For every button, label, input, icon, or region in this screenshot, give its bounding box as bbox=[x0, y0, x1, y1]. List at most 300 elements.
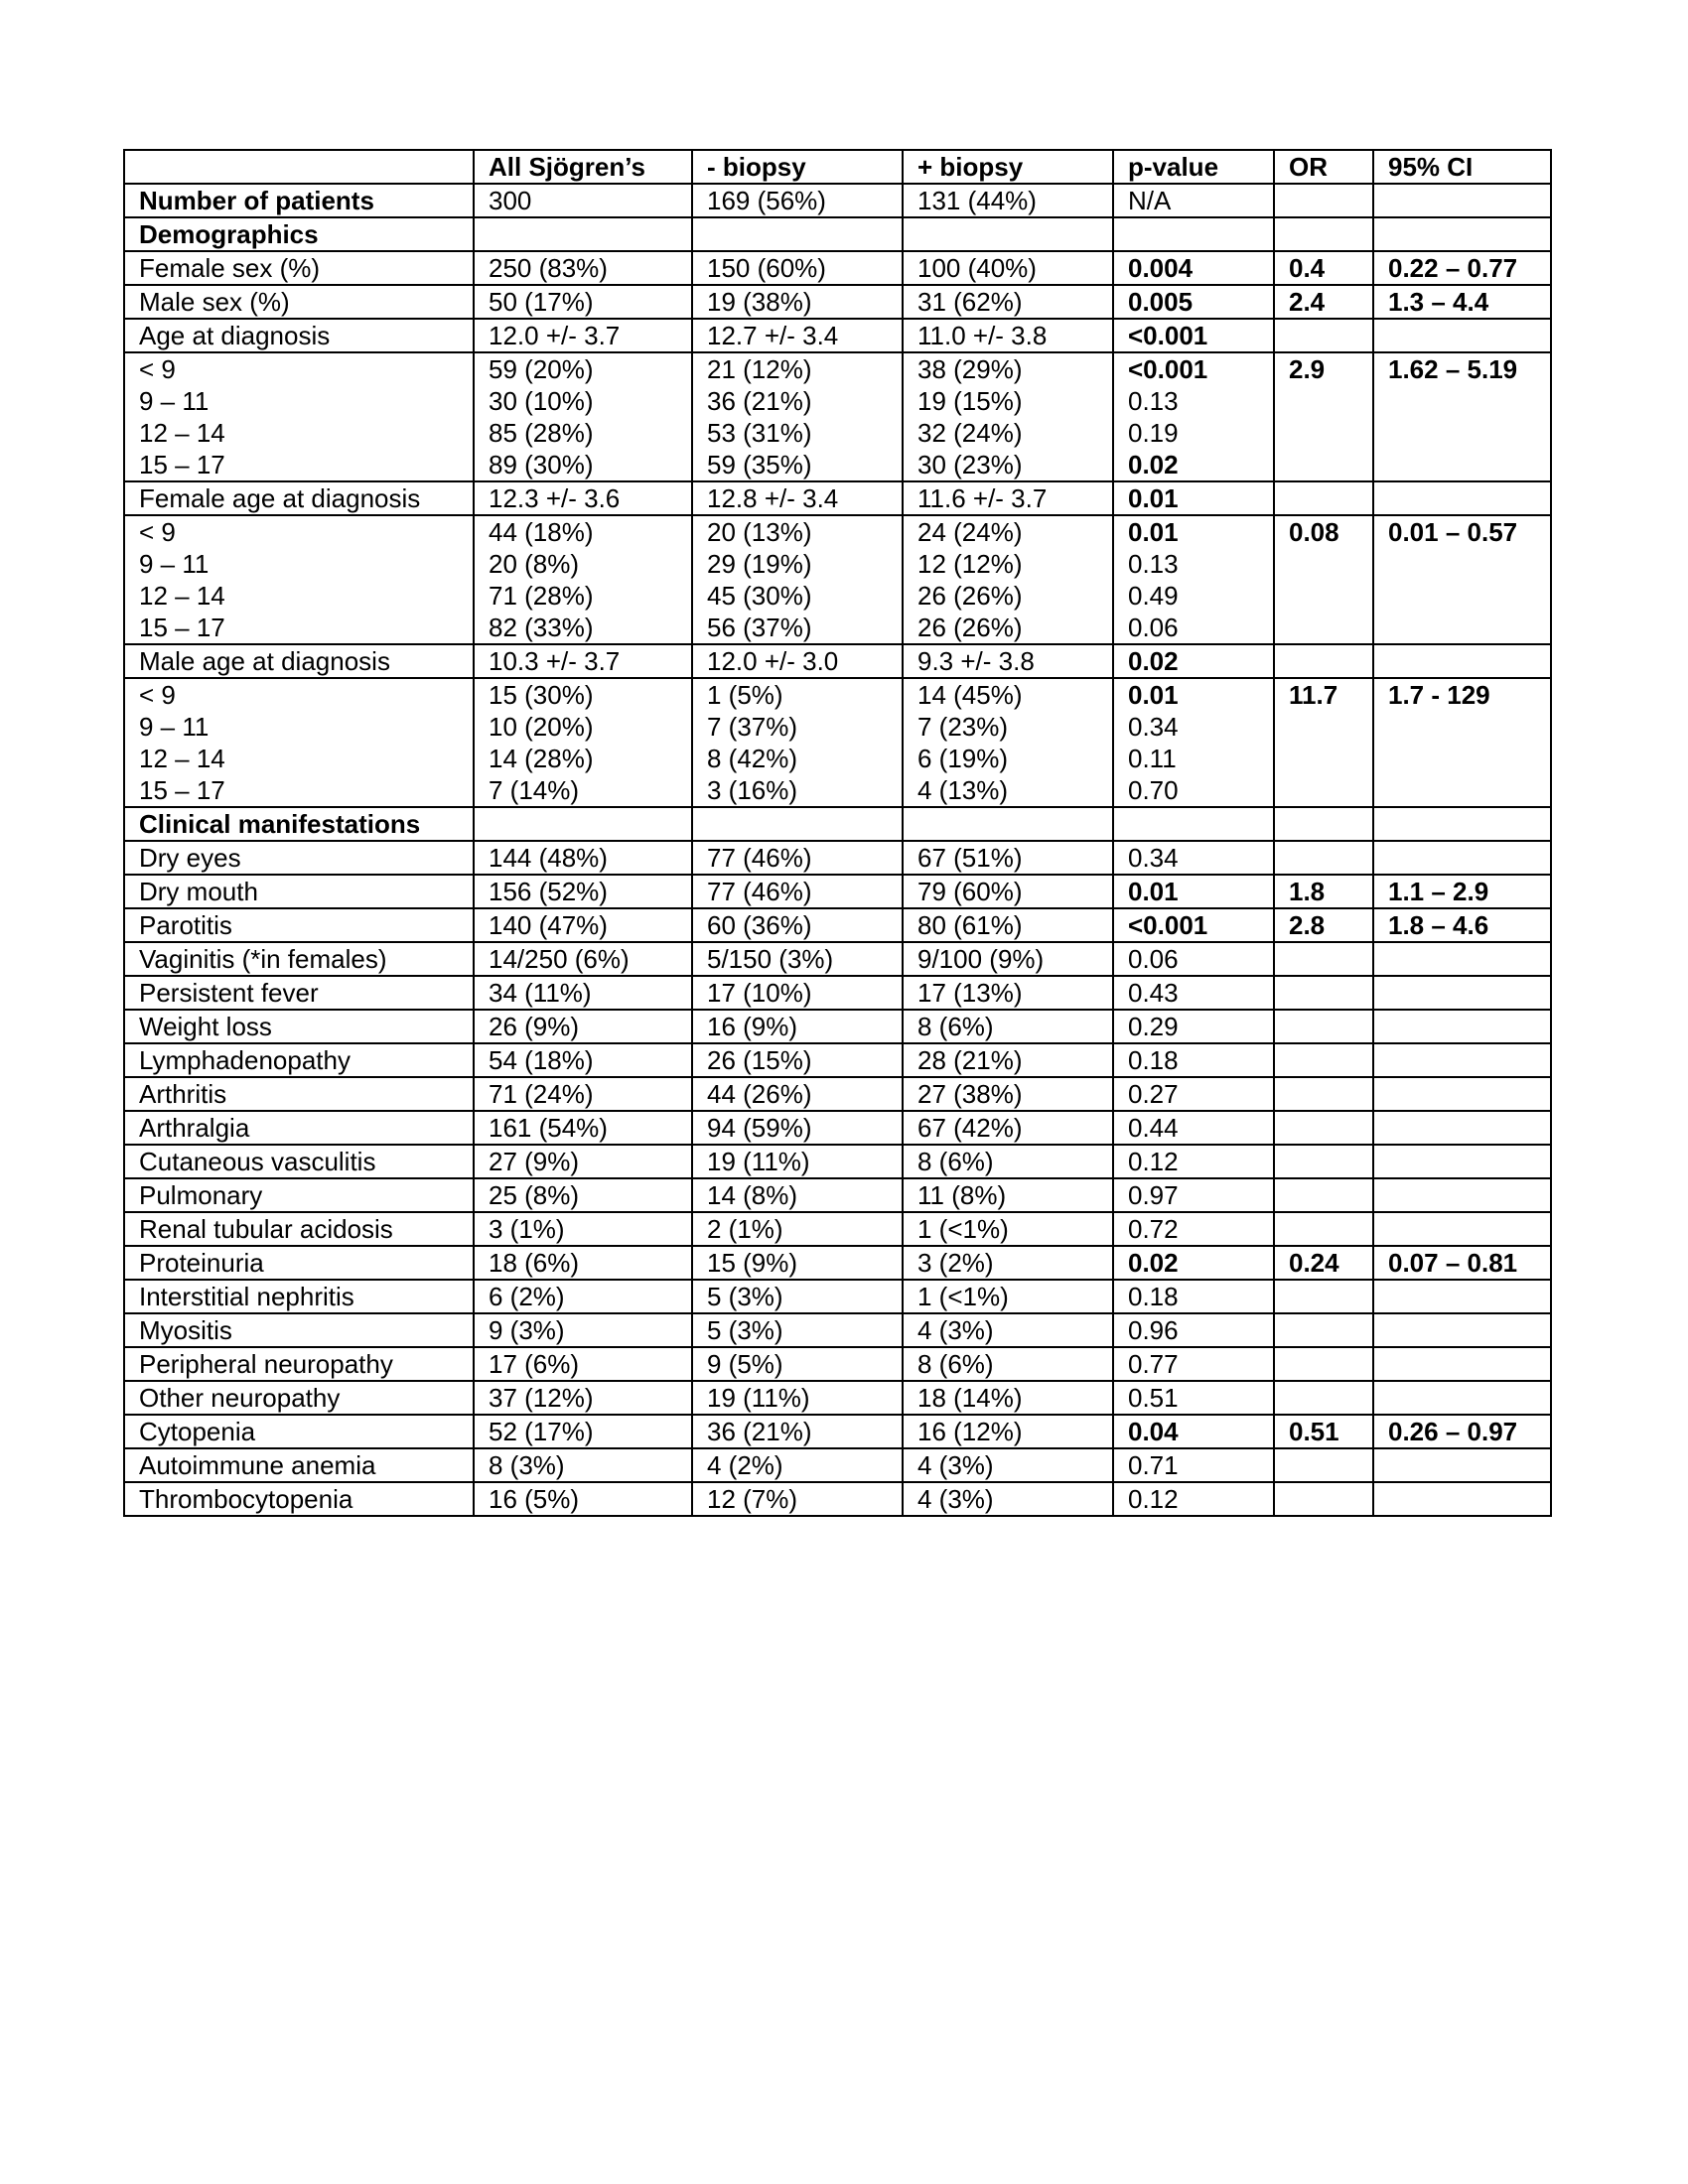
cell-or bbox=[1274, 1381, 1373, 1415]
cell-text: 0.004 bbox=[1128, 253, 1194, 283]
cell-or bbox=[1274, 1077, 1373, 1111]
cell-all bbox=[474, 319, 692, 352]
cell-text: 0.97 bbox=[1128, 1180, 1179, 1210]
cell-all bbox=[474, 1043, 692, 1077]
cell-text: 5/150 (3%) bbox=[707, 944, 834, 974]
table-row bbox=[124, 481, 1551, 515]
cell-text bbox=[1128, 218, 1273, 250]
table-row bbox=[124, 251, 1551, 285]
cell-text: 16 (9%) bbox=[707, 1012, 798, 1041]
cell-label bbox=[124, 678, 474, 807]
cell-text: Weight loss bbox=[139, 1012, 272, 1041]
cell-p-value bbox=[1113, 1415, 1274, 1448]
cell-p-value bbox=[1113, 875, 1274, 908]
cell-text: < 9 bbox=[139, 517, 176, 547]
cell-text: 19 (15%) bbox=[917, 386, 1023, 416]
cell-text bbox=[1388, 1483, 1550, 1515]
cell-or bbox=[1274, 251, 1373, 285]
cell-text: 0.07 – 0.81 bbox=[1388, 1248, 1518, 1278]
cell-text: 45 (30%) bbox=[707, 581, 812, 611]
cell-text: 150 (60%) bbox=[707, 253, 826, 283]
table-row bbox=[124, 319, 1551, 352]
cell-text bbox=[1388, 482, 1550, 514]
cell-ci bbox=[1373, 319, 1551, 352]
cell-label bbox=[124, 875, 474, 908]
cell-p-value bbox=[1113, 285, 1274, 319]
table-row bbox=[124, 1246, 1551, 1280]
cell-neg-biopsy bbox=[692, 1280, 903, 1313]
cell-pos-biopsy bbox=[903, 644, 1113, 678]
cell-p-value bbox=[1113, 1145, 1274, 1178]
cell-neg-biopsy bbox=[692, 976, 903, 1010]
cell-text: 26 (15%) bbox=[707, 1045, 812, 1075]
cell-text: 4 (3%) bbox=[917, 1315, 994, 1345]
cell-text: <0.001 bbox=[1128, 354, 1208, 384]
cell-neg-biopsy bbox=[692, 1077, 903, 1111]
cell-pos-biopsy bbox=[903, 1415, 1113, 1448]
cell-or bbox=[1274, 1212, 1373, 1246]
cell-text: 54 (18%) bbox=[489, 1045, 594, 1075]
cell-text: Vaginitis (*in females) bbox=[139, 944, 387, 974]
cell-all bbox=[474, 1347, 692, 1381]
cell-or bbox=[1274, 1347, 1373, 1381]
cell-ci bbox=[1373, 1448, 1551, 1482]
cell-text: 0.005 bbox=[1128, 287, 1194, 317]
cell-or bbox=[1274, 976, 1373, 1010]
cell-text: 5 (3%) bbox=[707, 1282, 783, 1311]
cell-text: Lymphadenopathy bbox=[139, 1045, 351, 1075]
cell-text bbox=[1289, 385, 1372, 417]
cell-pos-biopsy bbox=[903, 875, 1113, 908]
cell-all bbox=[474, 1178, 692, 1212]
cell-all bbox=[474, 1448, 692, 1482]
cell-text bbox=[1289, 612, 1372, 643]
cell-p-value bbox=[1113, 251, 1274, 285]
cell-neg-biopsy bbox=[692, 942, 903, 976]
cell-text: 20 (13%) bbox=[707, 517, 812, 547]
cell-text: < 9 bbox=[139, 354, 176, 384]
cell-pos-biopsy bbox=[903, 807, 1113, 841]
cell-text: Peripheral neuropathy bbox=[139, 1349, 393, 1379]
cell-ci bbox=[1373, 841, 1551, 875]
cell-text: 0.11 bbox=[1128, 744, 1177, 773]
cell-or bbox=[1274, 1043, 1373, 1077]
cell-neg-biopsy bbox=[692, 644, 903, 678]
cell-text: Arthralgia bbox=[139, 1113, 250, 1143]
cell-ci bbox=[1373, 481, 1551, 515]
cell-all bbox=[474, 1280, 692, 1313]
cell-p-value bbox=[1113, 908, 1274, 942]
cell-p-value bbox=[1113, 1280, 1274, 1313]
cell-all bbox=[474, 942, 692, 976]
cell-text bbox=[1289, 1146, 1372, 1177]
cell-ci bbox=[1373, 251, 1551, 285]
cell-p-value bbox=[1113, 481, 1274, 515]
cell-text bbox=[1289, 1449, 1372, 1481]
cell-all bbox=[474, 1482, 692, 1516]
cell-ci bbox=[1373, 1043, 1551, 1077]
cell-text bbox=[1289, 645, 1372, 677]
cell-text bbox=[1388, 449, 1550, 480]
cell-text: 0.06 bbox=[1128, 944, 1179, 974]
cell-p-value bbox=[1113, 942, 1274, 976]
cell-text: 44 (26%) bbox=[707, 1079, 812, 1109]
cell-text: 0.02 bbox=[1128, 1248, 1179, 1278]
cell-or bbox=[1274, 841, 1373, 875]
cell-text: 44 (18%) bbox=[489, 517, 594, 547]
cell-ci bbox=[1373, 1077, 1551, 1111]
cell-p-value bbox=[1113, 1077, 1274, 1111]
cell-text: 1 (<1%) bbox=[917, 1214, 1009, 1244]
cell-all bbox=[474, 1415, 692, 1448]
cell-or bbox=[1274, 515, 1373, 644]
cell-pos-biopsy bbox=[903, 976, 1113, 1010]
cell-text: 26 (26%) bbox=[917, 613, 1023, 642]
cell-text: 8 (3%) bbox=[489, 1450, 565, 1480]
cell-label bbox=[124, 1111, 474, 1145]
cell-text: 0.26 – 0.97 bbox=[1388, 1417, 1518, 1446]
cell-text: 77 (46%) bbox=[707, 877, 812, 906]
cell-text bbox=[1289, 482, 1372, 514]
cell-text: 0.01 bbox=[1128, 483, 1179, 513]
cell-text: 15 – 17 bbox=[139, 450, 225, 479]
cell-text: 140 (47%) bbox=[489, 910, 608, 940]
cell-pos-biopsy bbox=[903, 1347, 1113, 1381]
cell-or bbox=[1274, 1145, 1373, 1178]
cell-text bbox=[1289, 1179, 1372, 1211]
cell-text: 25 (8%) bbox=[489, 1180, 580, 1210]
cell-text: 14/250 (6%) bbox=[489, 944, 630, 974]
cell-text: 19 (38%) bbox=[707, 287, 812, 317]
cell-text bbox=[1388, 943, 1550, 975]
cell-text: 82 (33%) bbox=[489, 613, 594, 642]
cell-text: 0.18 bbox=[1128, 1045, 1179, 1075]
cell-all bbox=[474, 1145, 692, 1178]
cell-p-value bbox=[1113, 352, 1274, 481]
cell-pos-biopsy bbox=[903, 352, 1113, 481]
cell-text bbox=[1388, 548, 1550, 580]
cell-all bbox=[474, 875, 692, 908]
cell-label bbox=[124, 1280, 474, 1313]
cell-label bbox=[124, 1347, 474, 1381]
cell-label bbox=[124, 1145, 474, 1178]
cell-text: Myositis bbox=[139, 1315, 232, 1345]
cell-text: 9/100 (9%) bbox=[917, 944, 1045, 974]
cell-text: 2 (1%) bbox=[707, 1214, 783, 1244]
cell-text: 0.96 bbox=[1128, 1315, 1179, 1345]
cell-text: 31 (62%) bbox=[917, 287, 1023, 317]
cell-pos-biopsy bbox=[903, 841, 1113, 875]
cell-text: Other neuropathy bbox=[139, 1383, 341, 1413]
cell-text: 36 (21%) bbox=[707, 1417, 812, 1446]
cell-text bbox=[1388, 1281, 1550, 1312]
cell-text: 161 (54%) bbox=[489, 1113, 608, 1143]
cell-label bbox=[124, 184, 474, 217]
cell-text: 15 (9%) bbox=[707, 1248, 798, 1278]
cell-p-value bbox=[1113, 1010, 1274, 1043]
cell-text: 12.0 +/- 3.7 bbox=[489, 321, 621, 350]
cell-text: 0.19 bbox=[1128, 418, 1179, 448]
cell-text: Cytopenia bbox=[139, 1417, 256, 1446]
cell-text bbox=[1388, 320, 1550, 351]
cell-text bbox=[1289, 185, 1372, 216]
cell-text: 15 – 17 bbox=[139, 775, 225, 805]
cell-text: 0.01 bbox=[1128, 517, 1179, 547]
cell-text bbox=[1388, 385, 1550, 417]
cell-all bbox=[474, 841, 692, 875]
cell-label bbox=[124, 1212, 474, 1246]
cell-text: 53 (31%) bbox=[707, 418, 812, 448]
cell-pos-biopsy bbox=[903, 1313, 1113, 1347]
cell-text bbox=[917, 218, 1112, 250]
table-row bbox=[124, 807, 1551, 841]
cell-neg-biopsy bbox=[692, 184, 903, 217]
cell-label bbox=[124, 1010, 474, 1043]
cell-text bbox=[1289, 1483, 1372, 1515]
cell-neg-biopsy bbox=[692, 875, 903, 908]
cell-all bbox=[474, 976, 692, 1010]
cell-text: 19 (11%) bbox=[707, 1147, 810, 1176]
cell-label bbox=[124, 908, 474, 942]
cell-text: Clinical manifestations bbox=[139, 809, 421, 839]
cell-text bbox=[1289, 417, 1372, 449]
table-row bbox=[124, 1347, 1551, 1381]
cell-text bbox=[1289, 1011, 1372, 1042]
cell-text: 18 (6%) bbox=[489, 1248, 580, 1278]
cell-text: 1.3 – 4.4 bbox=[1388, 287, 1489, 317]
cell-text: 34 (11%) bbox=[489, 978, 592, 1008]
cell-text: 0.51 bbox=[1128, 1383, 1179, 1413]
cell-text: Renal tubular acidosis bbox=[139, 1214, 393, 1244]
cell-text: 94 (59%) bbox=[707, 1113, 812, 1143]
cell-text: Proteinuria bbox=[139, 1248, 264, 1278]
header-cell-all: All Sjögren’s bbox=[474, 150, 692, 184]
cell-text bbox=[1388, 711, 1550, 743]
cell-ci bbox=[1373, 1280, 1551, 1313]
cell-text: Dry mouth bbox=[139, 877, 258, 906]
cell-text: 0.70 bbox=[1128, 775, 1179, 805]
cell-text: 5 (3%) bbox=[707, 1315, 783, 1345]
cell-neg-biopsy bbox=[692, 1246, 903, 1280]
cell-pos-biopsy bbox=[903, 1280, 1113, 1313]
cell-label bbox=[124, 644, 474, 678]
cell-text: 0.29 bbox=[1128, 1012, 1179, 1041]
cell-neg-biopsy bbox=[692, 352, 903, 481]
cell-text: Autoimmune anemia bbox=[139, 1450, 376, 1480]
cell-text: 59 (35%) bbox=[707, 450, 812, 479]
cell-text: 0.49 bbox=[1128, 581, 1179, 611]
cell-all bbox=[474, 908, 692, 942]
table-row bbox=[124, 1111, 1551, 1145]
cell-ci bbox=[1373, 1111, 1551, 1145]
cell-text bbox=[1289, 743, 1372, 774]
cell-label bbox=[124, 515, 474, 644]
cell-text bbox=[1388, 808, 1550, 840]
cell-all bbox=[474, 184, 692, 217]
cell-text bbox=[1388, 842, 1550, 874]
cell-p-value bbox=[1113, 1212, 1274, 1246]
cell-pos-biopsy bbox=[903, 1448, 1113, 1482]
cell-pos-biopsy bbox=[903, 1145, 1113, 1178]
cell-text bbox=[1388, 1112, 1550, 1144]
cell-all bbox=[474, 1313, 692, 1347]
cell-text: 11.7 bbox=[1289, 680, 1338, 710]
cell-label bbox=[124, 1246, 474, 1280]
cell-ci bbox=[1373, 1313, 1551, 1347]
cell-text bbox=[1289, 218, 1372, 250]
cell-text: Persistent fever bbox=[139, 978, 319, 1008]
cell-label bbox=[124, 807, 474, 841]
cell-text: 24 (24%) bbox=[917, 517, 1023, 547]
cell-text bbox=[1388, 743, 1550, 774]
cell-text: 0.71 bbox=[1128, 1450, 1179, 1480]
cell-pos-biopsy bbox=[903, 1381, 1113, 1415]
table-row bbox=[124, 875, 1551, 908]
table-row bbox=[124, 1145, 1551, 1178]
cell-text: 0.4 bbox=[1289, 253, 1326, 283]
cell-text: 0.02 bbox=[1128, 646, 1179, 676]
cell-text bbox=[1289, 1213, 1372, 1245]
cell-text: 56 (37%) bbox=[707, 613, 812, 642]
cell-text: 1.1 – 2.9 bbox=[1388, 877, 1489, 906]
cell-text: 1.8 – 4.6 bbox=[1388, 910, 1489, 940]
cell-text bbox=[1289, 1112, 1372, 1144]
cell-text bbox=[1289, 842, 1372, 874]
cell-ci bbox=[1373, 942, 1551, 976]
cell-ci bbox=[1373, 1482, 1551, 1516]
cell-text: 85 (28%) bbox=[489, 418, 594, 448]
cell-or bbox=[1274, 1415, 1373, 1448]
cell-text: 2.4 bbox=[1289, 287, 1326, 317]
cell-text: 14 (8%) bbox=[707, 1180, 798, 1210]
cell-text: 9 (5%) bbox=[707, 1349, 783, 1379]
cell-text: 12 – 14 bbox=[139, 418, 225, 448]
cell-text: 8 (6%) bbox=[917, 1147, 994, 1176]
cell-ci bbox=[1373, 644, 1551, 678]
cell-text: 26 (26%) bbox=[917, 581, 1023, 611]
cell-text: 0.13 bbox=[1128, 549, 1179, 579]
cell-or bbox=[1274, 184, 1373, 217]
cell-text bbox=[1388, 1011, 1550, 1042]
cell-text: 11 (8%) bbox=[917, 1180, 1007, 1210]
cell-or bbox=[1274, 1111, 1373, 1145]
cell-text: 4 (3%) bbox=[917, 1484, 994, 1514]
header-cell-label bbox=[124, 150, 474, 184]
cell-text: 9 – 11 bbox=[139, 386, 210, 416]
cell-text: 0.27 bbox=[1128, 1079, 1179, 1109]
cell-text: 30 (10%) bbox=[489, 386, 594, 416]
cell-text: Male age at diagnosis bbox=[139, 646, 390, 676]
cell-text: 3 (1%) bbox=[489, 1214, 565, 1244]
cell-text: Thrombocytopenia bbox=[139, 1484, 353, 1514]
cell-p-value bbox=[1113, 1347, 1274, 1381]
cell-text: 17 (6%) bbox=[489, 1349, 580, 1379]
cell-text: Female age at diagnosis bbox=[139, 483, 421, 513]
cell-text: 7 (37%) bbox=[707, 712, 798, 742]
table-row bbox=[124, 1077, 1551, 1111]
cell-text: 18 (14%) bbox=[917, 1383, 1023, 1413]
cell-text: 10 (20%) bbox=[489, 712, 594, 742]
cell-text: 0.24 bbox=[1289, 1248, 1339, 1278]
cell-text bbox=[1388, 580, 1550, 612]
cell-label bbox=[124, 319, 474, 352]
cell-text bbox=[1388, 645, 1550, 677]
cell-label bbox=[124, 251, 474, 285]
cell-neg-biopsy bbox=[692, 1415, 903, 1448]
table-row bbox=[124, 352, 1551, 481]
cell-text: 15 (30%) bbox=[489, 680, 594, 710]
cell-neg-biopsy bbox=[692, 1178, 903, 1212]
cell-label bbox=[124, 1077, 474, 1111]
cell-pos-biopsy bbox=[903, 1178, 1113, 1212]
cell-p-value bbox=[1113, 1313, 1274, 1347]
cell-ci bbox=[1373, 807, 1551, 841]
cell-text: 1.7 - 129 bbox=[1388, 680, 1490, 710]
cell-or bbox=[1274, 481, 1373, 515]
cell-p-value bbox=[1113, 1381, 1274, 1415]
cell-neg-biopsy bbox=[692, 481, 903, 515]
cell-text: <0.001 bbox=[1128, 321, 1208, 350]
cell-text: 67 (42%) bbox=[917, 1113, 1023, 1143]
cell-text: 36 (21%) bbox=[707, 386, 812, 416]
cell-pos-biopsy bbox=[903, 1077, 1113, 1111]
cell-or bbox=[1274, 908, 1373, 942]
cell-label bbox=[124, 841, 474, 875]
cell-pos-biopsy bbox=[903, 1043, 1113, 1077]
cell-text: 14 (45%) bbox=[917, 680, 1023, 710]
cell-ci bbox=[1373, 515, 1551, 644]
results-table bbox=[123, 149, 1552, 1517]
cell-or bbox=[1274, 807, 1373, 841]
cell-p-value bbox=[1113, 1043, 1274, 1077]
cell-text: 16 (12%) bbox=[917, 1417, 1023, 1446]
cell-ci bbox=[1373, 908, 1551, 942]
cell-all bbox=[474, 1212, 692, 1246]
cell-p-value bbox=[1113, 644, 1274, 678]
cell-label bbox=[124, 285, 474, 319]
cell-pos-biopsy bbox=[903, 1246, 1113, 1280]
cell-text: N/A bbox=[1128, 186, 1172, 215]
cell-all bbox=[474, 217, 692, 251]
cell-pos-biopsy bbox=[903, 319, 1113, 352]
cell-text: 15 – 17 bbox=[139, 613, 225, 642]
cell-text: 0.08 bbox=[1289, 517, 1339, 547]
cell-text: 0.13 bbox=[1128, 386, 1179, 416]
cell-label bbox=[124, 1381, 474, 1415]
cell-text: 27 (9%) bbox=[489, 1147, 580, 1176]
cell-pos-biopsy bbox=[903, 184, 1113, 217]
cell-text bbox=[1388, 1078, 1550, 1110]
cell-text bbox=[1289, 320, 1372, 351]
table-row bbox=[124, 1178, 1551, 1212]
cell-neg-biopsy bbox=[692, 1212, 903, 1246]
cell-all bbox=[474, 251, 692, 285]
table-row bbox=[124, 1010, 1551, 1043]
cell-text: Parotitis bbox=[139, 910, 232, 940]
cell-text: 3 (2%) bbox=[917, 1248, 994, 1278]
cell-text: 12.8 +/- 3.4 bbox=[707, 483, 839, 513]
cell-text bbox=[1388, 1146, 1550, 1177]
cell-pos-biopsy bbox=[903, 217, 1113, 251]
cell-text: 12 – 14 bbox=[139, 581, 225, 611]
cell-label bbox=[124, 1178, 474, 1212]
cell-text: 0.72 bbox=[1128, 1214, 1179, 1244]
cell-neg-biopsy bbox=[692, 841, 903, 875]
cell-pos-biopsy bbox=[903, 251, 1113, 285]
cell-ci bbox=[1373, 1212, 1551, 1246]
cell-ci bbox=[1373, 285, 1551, 319]
cell-p-value bbox=[1113, 319, 1274, 352]
